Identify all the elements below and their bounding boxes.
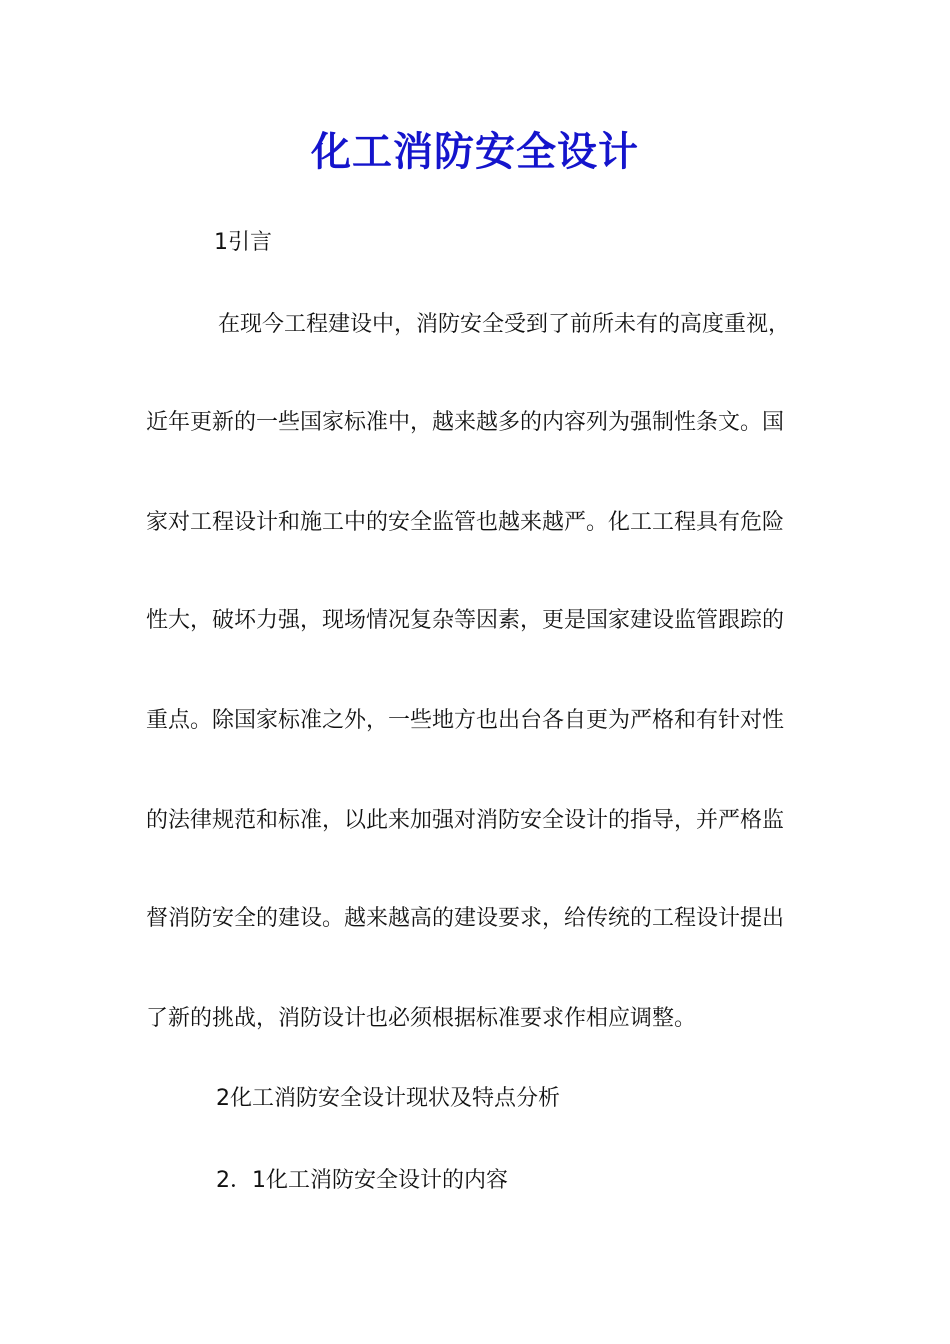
paragraph-line: 督消防安全的建设。越来越高的建设要求，给传统的工程设计提出	[146, 906, 785, 931]
document-title: 化工消防安全设计	[311, 128, 639, 175]
paragraph-line: 家对工程设计和施工中的安全监管也越来越严。化工工程具有危险	[146, 510, 785, 535]
paragraph-line: 性大，破坏力强，现场情况复杂等因素，更是国家建设监管跟踪的	[146, 608, 785, 633]
paragraph-line: 重点。除国家标准之外，一些地方也出台各自更为严格和有针对性	[146, 708, 785, 733]
paragraph-line: 在现今工程建设中，消防安全受到了前所未有的高度重视，	[218, 312, 791, 337]
subsection-heading-design-content: 2．1化工消防安全设计的内容	[216, 1168, 508, 1193]
paragraph-line: 了新的挑战，消防设计也必须根据标准要求作相应调整。	[146, 1006, 697, 1031]
paragraph-line: 的法律规范和标准，以此来加强对消防安全设计的指导，并严格监	[146, 808, 785, 833]
section-heading-status-analysis: 2化工消防安全设计现状及特点分析	[216, 1086, 560, 1111]
paragraph-line: 近年更新的一些国家标准中，越来越多的内容列为强制性条文。国	[146, 410, 785, 435]
section-heading-introduction: 1引言	[214, 230, 272, 255]
